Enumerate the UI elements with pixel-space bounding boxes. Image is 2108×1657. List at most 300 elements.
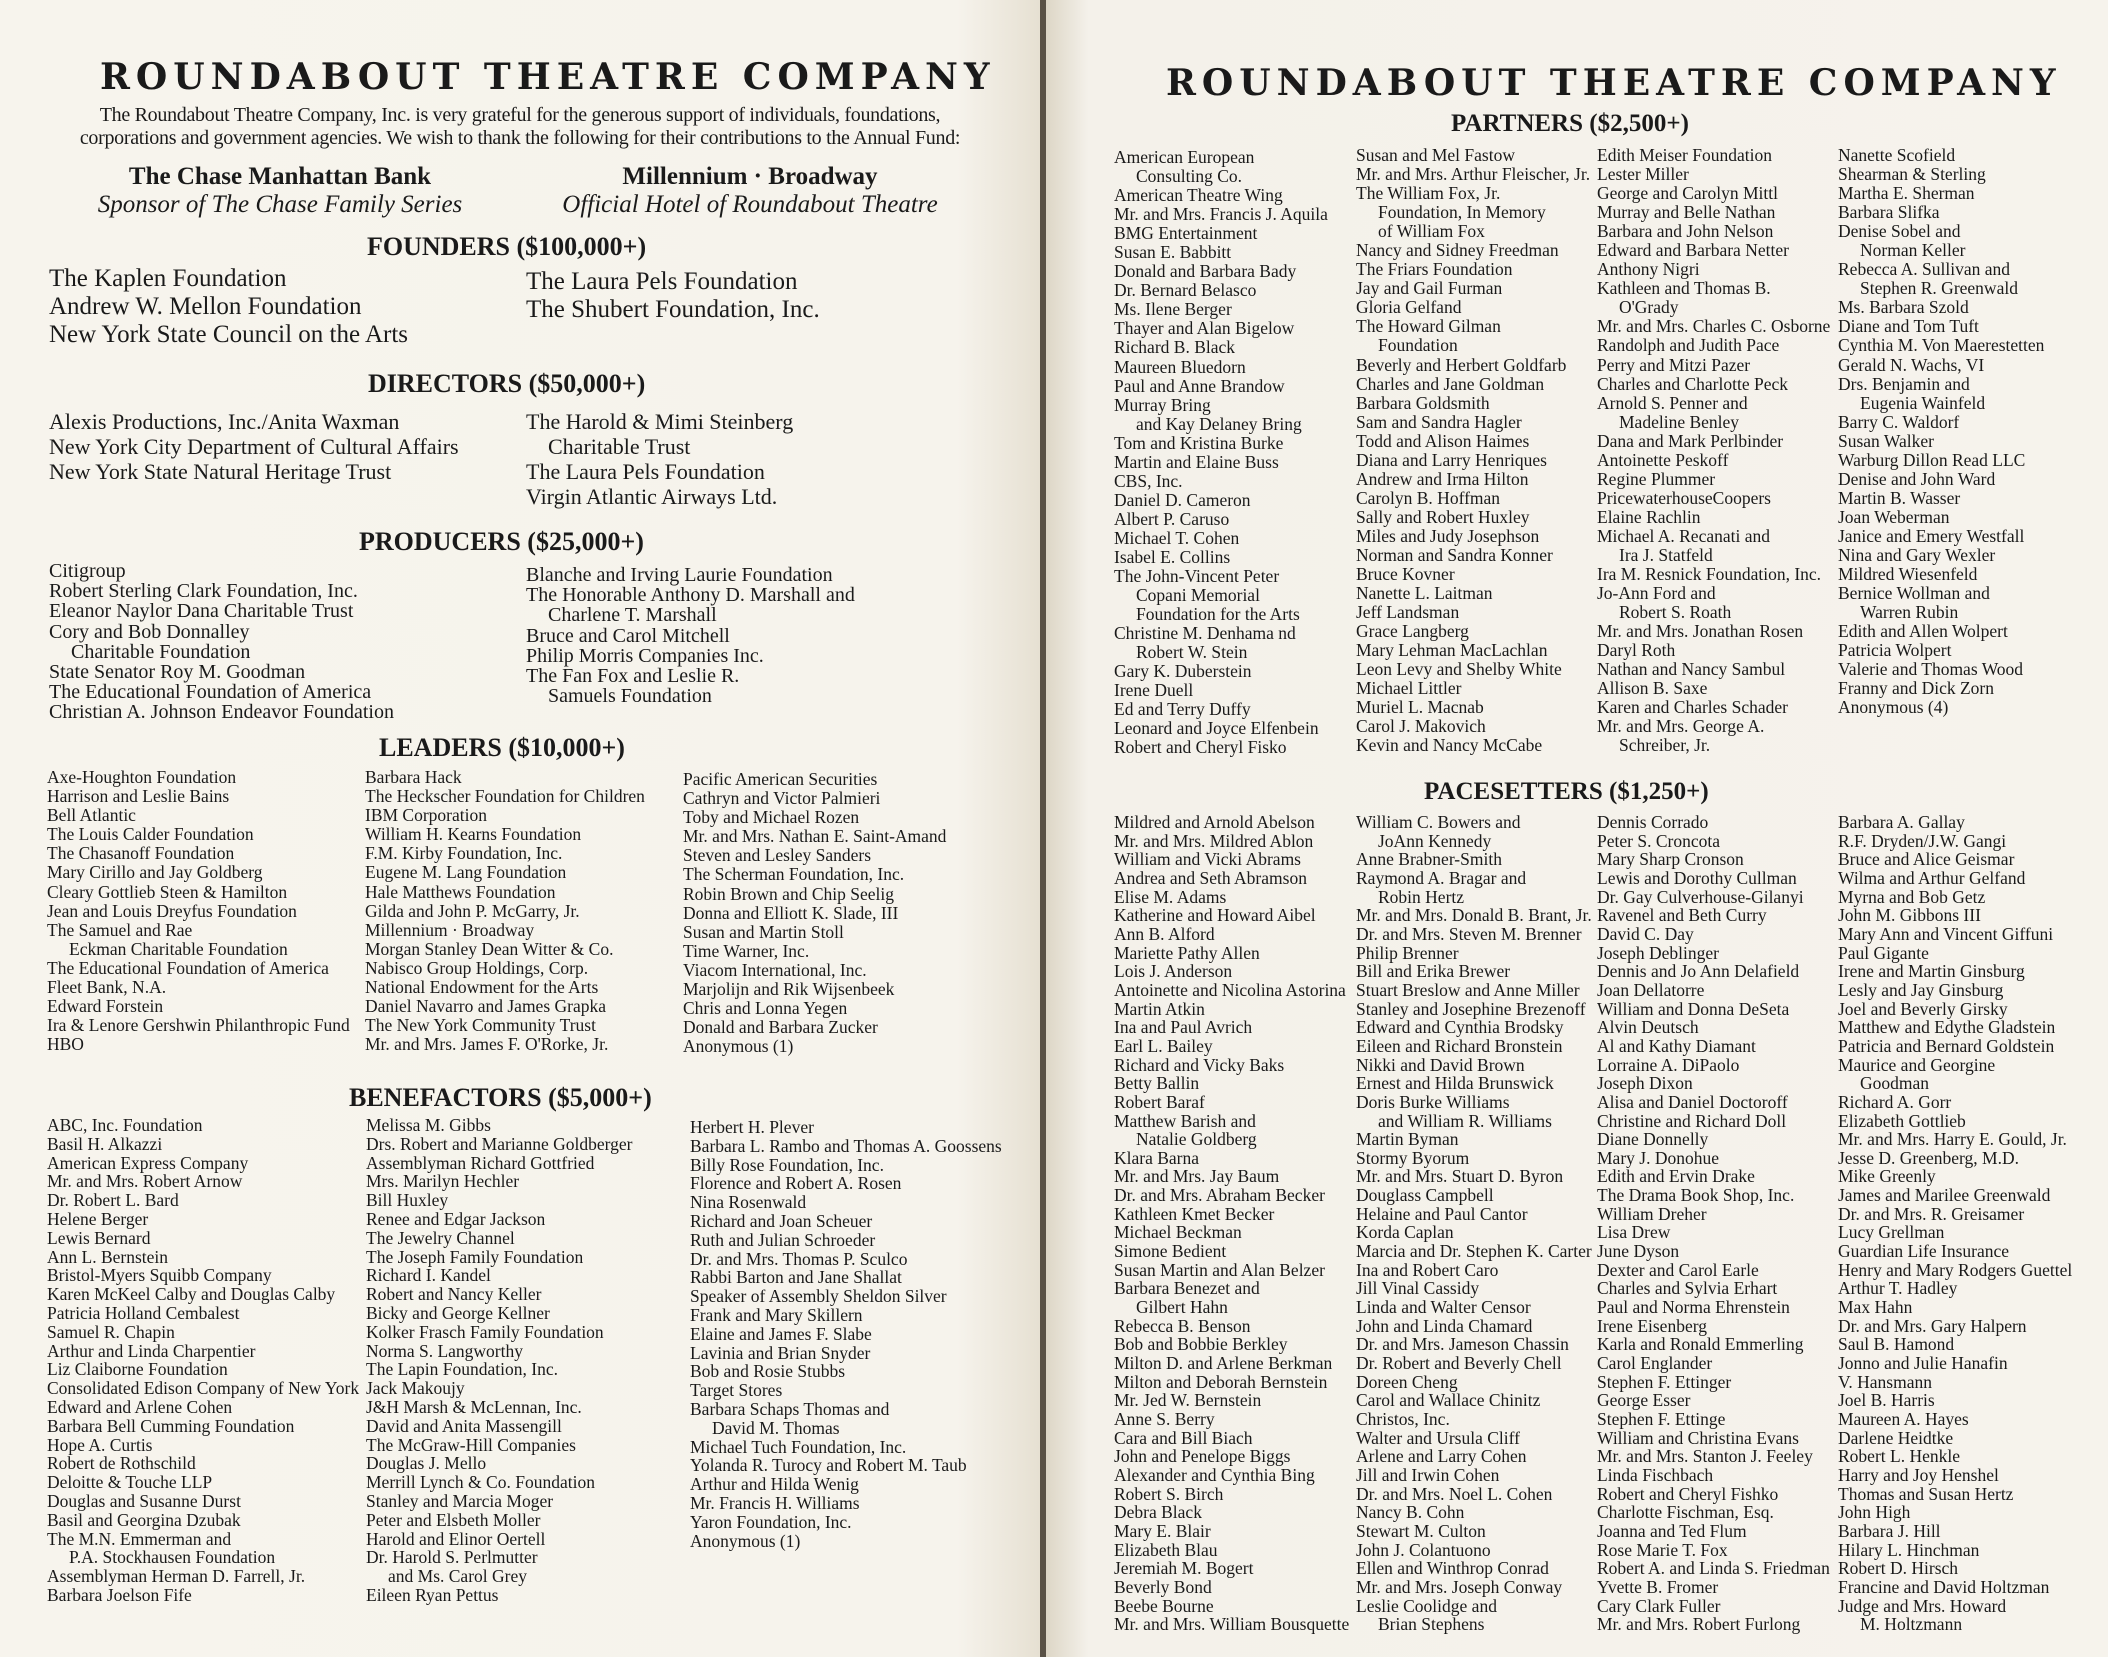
donor-entry: Richard and Vicky Baks xyxy=(1114,1054,1285,1075)
donor-entry: R.F. Dryden/J.W. Gangi xyxy=(1838,830,2007,851)
donor-entry: Guardian Life Insurance xyxy=(1838,1241,2010,1262)
donor-entry: Edward and Cynthia Brodsky xyxy=(1356,1017,1564,1038)
donor-entry: Anne Brabner-Smith xyxy=(1356,849,1502,870)
donor-entry: Charitable Trust xyxy=(548,434,691,459)
donor-entry: Jill Vinal Cassidy xyxy=(1356,1278,1480,1299)
donor-entry: Yolanda R. Turocy and Robert M. Taub xyxy=(690,1455,967,1476)
sponsor-role: Sponsor of The Chase Family Series xyxy=(97,191,463,218)
directors-col-2 xyxy=(526,409,793,509)
donor-entry: Robin Brown and Chip Seelig xyxy=(683,883,894,904)
left-page xyxy=(0,0,1040,1657)
donor-entry: Mr. and Mrs. James F. O'Rorke, Jr. xyxy=(365,1034,609,1055)
pacesetters-col-3 xyxy=(1597,813,1830,1634)
donor-entry: Nikki and David Brown xyxy=(1356,1054,1525,1075)
donor-entry: Michael Littler xyxy=(1356,678,1462,699)
donor-entry: Diane Donnelly xyxy=(1597,1129,1709,1150)
donor-entry: Daniel Navarro and James Grapka xyxy=(365,996,607,1017)
donor-entry: Mr. and Mrs. Nathan E. Saint-Amand xyxy=(683,826,947,847)
donor-entry: Rabbi Barton and Jane Shallat xyxy=(690,1267,902,1288)
donor-entry: The M.N. Emmerman and xyxy=(47,1528,232,1549)
donor-entry: Thomas and Susan Hertz xyxy=(1838,1483,2014,1504)
donor-entry: Leonard and Joyce Elfenbein xyxy=(1114,718,1319,739)
donor-entry: The Fan Fox and Leslie R. xyxy=(526,665,740,688)
founders-col-1 xyxy=(49,265,408,349)
donor-entry: Cara and Bill Biach xyxy=(1114,1427,1253,1448)
donor-entry: Alexander and Cynthia Bing xyxy=(1114,1464,1315,1485)
donor-entry: The Honorable Anthony D. Marshall and xyxy=(526,584,855,607)
donor-entry: Arthur T. Hadley xyxy=(1838,1278,1958,1299)
donor-entry: of William Fox xyxy=(1378,221,1485,242)
donor-entry: Jonno and Julie Hanafin xyxy=(1838,1353,2008,1374)
donor-entry: Goodman xyxy=(1860,1073,1930,1094)
donor-entry: New York State Natural Heritage Trust xyxy=(49,459,392,484)
donor-entry: Nina Rosenwald xyxy=(690,1192,807,1213)
donor-entry: Dr. Robert L. Bard xyxy=(47,1190,179,1211)
donor-entry: Steven and Lesley Sanders xyxy=(683,845,872,866)
donor-entry: Mr. and Mrs. Charles C. Osborne xyxy=(1597,316,1831,337)
donor-entry: Bill Huxley xyxy=(366,1190,449,1211)
pacesetters-heading: PACESETTERS ($1,250+) xyxy=(1424,778,1709,805)
donor-entry: Philip Morris Companies Inc. xyxy=(526,644,764,667)
donor-entry: Mr. and Mrs. Stanton J. Feeley xyxy=(1597,1446,1813,1467)
donor-entry: Mr. and Mrs. Francis J. Aquila xyxy=(1114,204,1328,225)
donor-entry: Antoinette and Nicolina Astorina xyxy=(1114,979,1346,1000)
donor-entry: Katherine and Howard Aibel xyxy=(1114,905,1316,926)
founders-col-2 xyxy=(526,268,820,324)
donor-entry: Isabel E. Collins xyxy=(1114,546,1231,567)
donor-entry: Irene Eisenberg xyxy=(1597,1315,1707,1336)
donor-entry: Mr. and Mrs. Robert Arnow xyxy=(47,1171,243,1192)
donor-entry: Liz Claiborne Foundation xyxy=(47,1359,228,1380)
donor-entry: Elaine Rachlin xyxy=(1597,506,1701,527)
donor-entry: The Laura Pels Foundation xyxy=(526,459,765,484)
donor-entry: Murray Bring xyxy=(1114,394,1211,415)
donor-entry: Paul and Norma Ehrenstein xyxy=(1597,1297,1790,1318)
donor-entry: June Dyson xyxy=(1597,1241,1680,1262)
donor-entry: V. Hansmann xyxy=(1838,1371,1932,1392)
donor-entry: Robert de Rothschild xyxy=(47,1453,196,1474)
donor-entry: Ira M. Resnick Foundation, Inc. xyxy=(1597,564,1822,585)
donor-entry: Ira J. Statfeld xyxy=(1619,544,1713,565)
donor-entry: Carolyn B. Hoffman xyxy=(1356,487,1501,508)
leaders-col-1 xyxy=(47,768,350,1054)
donor-entry: Helaine and Paul Cantor xyxy=(1356,1203,1528,1224)
donor-entry: Stephen F. Ettinger xyxy=(1597,1371,1732,1392)
donor-entry: Nathan and Nancy Sambul xyxy=(1597,659,1786,680)
donor-entry: Matthew and Edythe Gladstein xyxy=(1838,1017,2056,1038)
donor-entry: Francine and David Holtzman xyxy=(1838,1576,2050,1597)
donor-entry: Robert W. Stein xyxy=(1136,642,1248,663)
donor-entry: Lesly and Jay Ginsburg xyxy=(1838,979,2004,1000)
donor-entry: Christine and Richard Doll xyxy=(1597,1110,1787,1131)
donor-entry: William and Christina Evans xyxy=(1597,1427,1799,1448)
donor-entry: Susan and Martin Stoll xyxy=(683,921,844,942)
donor-entry: Gary K. Duberstein xyxy=(1114,661,1252,682)
donor-entry: Patricia Holland Cembalest xyxy=(47,1302,240,1323)
donor-entry: Regine Plummer xyxy=(1597,468,1716,489)
donor-entry: Arnold S. Penner and xyxy=(1597,392,1748,413)
donor-entry: Dr. and Mrs. Steven M. Brenner xyxy=(1356,923,1582,944)
donor-entry: Dennis and Jo Ann Delafield xyxy=(1597,961,1800,982)
donor-entry: The Lapin Foundation, Inc. xyxy=(366,1359,558,1380)
donor-entry: Barbara Bell Cumming Foundation xyxy=(47,1415,295,1436)
donor-entry: David and Anita Massengill xyxy=(366,1415,562,1436)
donor-entry: Barry C. Waldorf xyxy=(1838,411,1960,432)
donor-entry: The Scherman Foundation, Inc. xyxy=(683,864,905,885)
donor-entry: Robert and Cheryl Fisko xyxy=(1114,737,1287,758)
donor-entry: Harold and Elinor Oertell xyxy=(366,1528,546,1549)
donor-entry: Dr. and Mrs. Abraham Becker xyxy=(1114,1185,1325,1206)
donor-entry: Al and Kathy Diamant xyxy=(1597,1035,1756,1056)
donor-entry: Jo-Ann Ford and xyxy=(1597,583,1716,604)
pacesetters-col-1 xyxy=(1114,813,1349,1634)
donor-entry: Alexis Productions, Inc./Anita Waxman xyxy=(49,409,400,434)
donor-entry: Denise Sobel and xyxy=(1838,221,1961,242)
donor-entry: Randolph and Judith Pace xyxy=(1597,335,1780,356)
donor-entry: Jill and Irwin Cohen xyxy=(1356,1464,1500,1485)
donor-entry: Thayer and Alan Bigelow xyxy=(1114,318,1295,339)
donor-entry: Cathryn and Victor Palmieri xyxy=(683,788,881,809)
donor-entry: Diane and Tom Tuft xyxy=(1838,316,1979,337)
donor-entry: O'Grady xyxy=(1619,297,1679,318)
donor-entry: and William R. Williams xyxy=(1378,1110,1552,1131)
donor-entry: Debra Black xyxy=(1114,1502,1202,1523)
donor-entry: Mr. and Mrs. Jonathan Rosen xyxy=(1597,621,1804,642)
donor-entry: PricewaterhouseCoopers xyxy=(1597,487,1771,508)
donor-entry: The McGraw-Hill Companies xyxy=(366,1434,576,1455)
donor-entry: Anonymous (1) xyxy=(690,1530,801,1551)
donor-entry: Donna and Elliott K. Slade, III xyxy=(683,902,899,923)
donor-entry: Miles and Judy Josephson xyxy=(1356,525,1540,546)
donor-entry: Dr. Bernard Belasco xyxy=(1114,280,1257,301)
donor-entry: Susan E. Babbitt xyxy=(1114,242,1232,263)
sponsor-name: Millennium · Broadway xyxy=(622,163,878,190)
donor-entry: Maurice and Georgine xyxy=(1838,1054,1996,1075)
donor-entry: Drs. Benjamin and xyxy=(1838,373,1970,394)
donor-entry: Warren Rubin xyxy=(1860,602,1959,623)
donor-entry: The Kaplen Foundation xyxy=(49,265,287,292)
donor-entry: The Samuel and Rae xyxy=(47,919,193,940)
donor-entry: Lois J. Anderson xyxy=(1114,961,1233,982)
donor-entry: Arlene and Larry Cohen xyxy=(1356,1446,1527,1467)
donor-entry: Nanette Scofield xyxy=(1838,145,1956,165)
donor-entry: Dennis Corrado xyxy=(1597,812,1709,832)
donor-entry: National Endowment for the Arts xyxy=(365,977,599,998)
donor-entry: Diana and Larry Henriques xyxy=(1356,449,1547,470)
donor-entry: Cynthia M. Von Maerestetten xyxy=(1838,335,2045,356)
donor-entry: Dr. Harold S. Perlmutter xyxy=(366,1547,538,1568)
donor-entry: Eileen Ryan Pettus xyxy=(366,1584,499,1605)
donor-entry: Michael Tuch Foundation, Inc. xyxy=(690,1436,907,1457)
donor-entry: Harrison and Leslie Bains xyxy=(47,786,230,807)
donor-entry: Mr. and Mrs. Jay Baum xyxy=(1114,1166,1280,1187)
donor-entry: Charlotte Fischman, Esq. xyxy=(1597,1502,1774,1523)
donor-entry: Barbara Hack xyxy=(365,767,462,787)
donor-entry: Judge and Mrs. Howard xyxy=(1838,1595,2007,1616)
donor-entry: Mr. and Mrs. Robert Furlong xyxy=(1597,1614,1801,1635)
donor-entry: Beverly Bond xyxy=(1114,1576,1212,1597)
intro-line: The Roundabout Theatre Company, Inc. is very grateful for the generous support of individuals, foundations, xyxy=(99,104,941,126)
donor-entry: Richard I. Kandel xyxy=(366,1265,491,1286)
donor-entry: Natalie Goldberg xyxy=(1136,1129,1257,1150)
partners-col-2 xyxy=(1356,146,1590,756)
donor-entry: Mr. Francis H. Williams xyxy=(690,1492,860,1513)
donor-entry: Dr. Gay Culverhouse-Gilanyi xyxy=(1597,886,1804,907)
donor-entry: Stewart M. Culton xyxy=(1356,1520,1486,1541)
donor-entry: William and Vicki Abrams xyxy=(1114,849,1301,870)
donor-entry: Joseph Dixon xyxy=(1597,1073,1693,1094)
donor-entry: Philip Brenner xyxy=(1356,942,1459,963)
donor-entry: American Express Company xyxy=(47,1152,249,1173)
donor-entry: Edith Meiser Foundation xyxy=(1597,145,1772,165)
donor-entry: Nabisco Group Holdings, Corp. xyxy=(365,957,589,978)
donor-entry: Consulting Co. xyxy=(1136,166,1242,187)
donor-entry: The Jewelry Channel xyxy=(366,1227,515,1248)
donor-entry: Milton and Deborah Bernstein xyxy=(1114,1371,1328,1392)
donor-entry: Nina and Gary Wexler xyxy=(1838,544,1996,565)
donor-entry: Eckman Charitable Foundation xyxy=(69,938,288,959)
donor-entry: Bicky and George Kellner xyxy=(366,1302,550,1323)
donor-entry: Barbara and John Nelson xyxy=(1597,221,1774,242)
donor-entry: Consolidated Edison Company of New York xyxy=(47,1378,360,1399)
donor-entry: Sam and Sandra Hagler xyxy=(1356,411,1522,432)
donor-entry: Joseph Deblinger xyxy=(1597,942,1719,963)
donor-entry: Darlene Heidtke xyxy=(1838,1427,1954,1448)
donor-entry: The Joseph Family Foundation xyxy=(366,1246,584,1267)
producers-heading: PRODUCERS ($25,000+) xyxy=(359,527,644,556)
donor-entry: Mildred and Arnold Abelson xyxy=(1114,812,1315,832)
donor-entry: Target Stores xyxy=(690,1380,783,1401)
donor-entry: Mariette Pathy Allen xyxy=(1114,942,1260,963)
donor-entry: Barbara Slifka xyxy=(1838,202,1940,223)
donor-entry: Denise and John Ward xyxy=(1838,468,1996,489)
donor-entry: Virgin Atlantic Airways Ltd. xyxy=(526,484,778,509)
donor-entry: Mary Cirillo and Jay Goldberg xyxy=(47,862,263,883)
donor-entry: Albert P. Caruso xyxy=(1114,508,1230,529)
donor-entry: Speaker of Assembly Sheldon Silver xyxy=(690,1286,947,1307)
donor-entry: Jesse D. Greenberg, M.D. xyxy=(1838,1147,2019,1168)
donor-entry: The Educational Foundation of America xyxy=(47,957,329,978)
donor-entry: Lewis and Dorothy Cullman xyxy=(1597,867,1797,888)
donor-entry: Mr. and Mrs. Donald B. Brant, Jr. xyxy=(1356,905,1592,926)
donor-entry: David C. Day xyxy=(1597,923,1694,944)
donor-entry: The Chasanoff Foundation xyxy=(47,843,235,864)
donor-entry: Morgan Stanley Dean Witter & Co. xyxy=(365,938,614,959)
donor-entry: Charles and Jane Goldman xyxy=(1356,373,1545,394)
donor-entry: The William Fox, Jr. xyxy=(1356,183,1501,204)
donor-entry: Earl L. Bailey xyxy=(1114,1035,1213,1056)
donor-entry: Doreen Cheng xyxy=(1356,1371,1458,1392)
donor-entry: P.A. Stockhausen Foundation xyxy=(69,1547,276,1568)
donor-entry: Foundation, In Memory xyxy=(1378,202,1546,223)
donor-entry: The Friars Foundation xyxy=(1356,259,1513,280)
donor-entry: Martin B. Wasser xyxy=(1838,487,1961,508)
donor-entry: Drs. Robert and Marianne Goldberger xyxy=(366,1133,633,1154)
donor-entry: Mike Greenly xyxy=(1838,1166,1936,1187)
donor-entry: and Kay Delaney Bring xyxy=(1136,413,1302,434)
donor-entry: Murray and Belle Nathan xyxy=(1597,202,1776,223)
donor-entry: The Drama Book Shop, Inc. xyxy=(1597,1185,1795,1206)
donor-entry: Mr. and Mrs. Joseph Conway xyxy=(1356,1576,1563,1597)
donor-entry: Patricia Wolpert xyxy=(1838,640,1952,661)
donor-entry: Barbara Goldsmith xyxy=(1356,392,1490,413)
donor-entry: Irene and Martin Ginsburg xyxy=(1838,961,2025,982)
donor-entry: Franny and Dick Zorn xyxy=(1838,678,1995,699)
donor-entry: Kolker Frasch Family Foundation xyxy=(366,1321,604,1342)
donor-entry: Donald and Barbara Bady xyxy=(1114,261,1297,282)
donor-entry: Joanna and Ted Flum xyxy=(1597,1520,1747,1541)
donor-entry: Edward Forstein xyxy=(47,996,164,1017)
donor-entry: Martin and Elaine Buss xyxy=(1114,451,1279,472)
donor-entry: Bristol-Myers Squibb Company xyxy=(47,1265,272,1286)
donor-entry: Renee and Edgar Jackson xyxy=(366,1208,546,1229)
donor-entry: John J. Colantuono xyxy=(1356,1539,1491,1560)
left-page-title: ROUNDABOUT THEATRE COMPANY xyxy=(100,56,996,98)
donor-entry: Beverly and Herbert Goldfarb xyxy=(1356,354,1567,375)
donor-entry: Carol and Wallace Chinitz xyxy=(1356,1390,1541,1411)
donor-entry: Melissa M. Gibbs xyxy=(366,1115,491,1135)
donor-entry: Copani Memorial xyxy=(1136,585,1260,606)
donor-entry: Mary Ann and Vincent Giffuni xyxy=(1838,923,2054,944)
donor-entry: Edith and Allen Wolpert xyxy=(1838,621,2008,642)
producers-col-2 xyxy=(526,565,855,706)
donor-entry: Joel B. Harris xyxy=(1838,1390,1935,1411)
donor-entry: Bill and Erika Brewer xyxy=(1356,961,1511,982)
donor-entry: Basil and Georgina Dzubak xyxy=(47,1509,241,1530)
donor-entry: Rebecca B. Benson xyxy=(1114,1315,1251,1336)
donor-entry: Jack Makoujy xyxy=(366,1378,465,1399)
donor-entry: BMG Entertainment xyxy=(1114,223,1258,244)
donor-entry: William Dreher xyxy=(1597,1203,1707,1224)
donor-entry: Chris and Lonna Yegen xyxy=(683,998,848,1019)
donor-entry: Bruce and Alice Geismar xyxy=(1838,849,2015,870)
donor-entry: Robert Baraf xyxy=(1114,1091,1205,1112)
donor-entry: Paul Gigante xyxy=(1838,942,1929,963)
donor-entry: Stephen F. Ettinge xyxy=(1597,1409,1726,1429)
donor-entry: George and Carolyn Mittl xyxy=(1597,183,1778,204)
donor-entry: Lavinia and Brian Snyder xyxy=(690,1342,871,1363)
donor-entry: Dana and Mark Perlbinder xyxy=(1597,430,1784,451)
donor-entry: Robert D. Hirsch xyxy=(1838,1558,1959,1579)
donor-entry: Yvette B. Fromer xyxy=(1597,1576,1719,1597)
donor-entry: Lorraine A. DiPaolo xyxy=(1597,1054,1740,1075)
donor-entry: Linda Fischbach xyxy=(1597,1464,1714,1485)
donor-entry: Toby and Michael Rozen xyxy=(683,807,860,828)
donor-entry: Stephen R. Greenwald xyxy=(1860,278,2018,299)
donor-entry: William H. Kearns Foundation xyxy=(365,824,582,845)
donor-entry: William C. Bowers and xyxy=(1356,812,1521,832)
donor-entry: Leon Levy and Shelby White xyxy=(1356,659,1562,680)
donor-entry: IBM Corporation xyxy=(365,805,488,826)
donor-entry: Cory and Bob Donnalley xyxy=(49,620,250,643)
donor-entry: Charitable Foundation xyxy=(71,640,251,663)
donor-entry: The Howard Gilman xyxy=(1356,316,1501,337)
donor-entry: Jean and Louis Dreyfus Foundation xyxy=(47,900,297,921)
donor-entry: Gilbert Hahn xyxy=(1136,1297,1228,1318)
leaders-col-2 xyxy=(365,768,645,1054)
donor-entry: Marcia and Dr. Stephen K. Carter xyxy=(1356,1241,1592,1262)
donor-entry: Robert S. Roath xyxy=(1619,602,1732,623)
donor-entry: Samuels Foundation xyxy=(548,685,712,708)
donor-entry: Mary E. Blair xyxy=(1114,1520,1211,1541)
donor-entry: Eileen and Richard Bronstein xyxy=(1356,1035,1563,1056)
donor-entry: Madeline Benley xyxy=(1619,411,1740,432)
donor-entry: Christian A. Johnson Endeavor Foundation xyxy=(49,701,394,724)
donor-entry: The New York Community Trust xyxy=(365,1015,596,1036)
donor-entry: Herbert H. Plever xyxy=(690,1117,814,1137)
donor-entry: John M. Gibbons III xyxy=(1838,905,1981,926)
donor-entry: Mr. and Mrs. Stuart D. Byron xyxy=(1356,1166,1564,1187)
donor-entry: Billy Rose Foundation, Inc. xyxy=(690,1154,884,1175)
donor-entry: Joan Weberman xyxy=(1838,506,1950,527)
directors-heading: DIRECTORS ($50,000+) xyxy=(368,369,646,398)
sponsor-chase xyxy=(60,163,500,219)
donor-entry: Betty Ballin xyxy=(1114,1073,1200,1094)
donor-entry: Mary Lehman MacLachlan xyxy=(1356,640,1548,661)
donor-entry: The Shubert Foundation, Inc. xyxy=(526,296,820,323)
donor-entry: Barbara Joelson Fife xyxy=(47,1584,192,1605)
donor-entry: Joel and Beverly Girsky xyxy=(1838,998,2008,1019)
donor-entry: Nanette L. Laitman xyxy=(1356,583,1493,604)
donor-entry: F.M. Kirby Foundation, Inc. xyxy=(365,843,563,864)
donor-entry: Pacific American Securities xyxy=(683,769,878,789)
donor-entry: Carol J. Makovich xyxy=(1356,716,1486,737)
donor-entry: Joan Dellatorre xyxy=(1597,979,1705,1000)
donor-entry: Ina and Paul Avrich xyxy=(1114,1017,1253,1038)
donor-entry: Christine M. Denhama nd xyxy=(1114,623,1296,644)
donor-entry: The Harold & Mimi Steinberg xyxy=(526,409,794,434)
donor-entry: Robert and Nancy Keller xyxy=(366,1284,542,1305)
donor-entry: Perry and Mitzi Pazer xyxy=(1597,354,1751,375)
donor-entry: Fleet Bank, N.A. xyxy=(47,977,167,998)
donor-entry: Mr. and Mrs. Mildred Ablon xyxy=(1114,830,1314,851)
donor-entry: Andrew and Irma Hilton xyxy=(1356,468,1529,489)
donor-entry: Paul and Anne Brandow xyxy=(1114,375,1285,396)
donor-entry: Mrs. Marilyn Hechler xyxy=(366,1171,520,1192)
donor-entry: Karen McKeel Calby and Douglas Calby xyxy=(47,1284,336,1305)
donor-entry: Gloria Gelfand xyxy=(1356,297,1462,318)
donor-entry: Bruce and Carol Mitchell xyxy=(526,624,730,647)
donor-entry: Douglass Campbell xyxy=(1356,1185,1494,1206)
donor-entry: Walter and Ursula Cliff xyxy=(1356,1427,1520,1448)
donor-entry: Robert and Cheryl Fishko xyxy=(1597,1483,1779,1504)
donor-entry: Richard and Joan Scheuer xyxy=(690,1210,873,1231)
donor-entry: Citigroup xyxy=(49,560,126,582)
right-page-title: ROUNDABOUT THEATRE COMPANY xyxy=(1166,62,2062,104)
donor-entry: Michael A. Recanati and xyxy=(1597,525,1770,546)
donor-entry: Linda and Walter Censor xyxy=(1356,1297,1531,1318)
donor-entry: Barbara Schaps Thomas and xyxy=(690,1398,890,1419)
pacesetters-col-2 xyxy=(1356,813,1592,1634)
directors-col-1 xyxy=(49,409,459,484)
donor-entry: Bernice Wollman and xyxy=(1838,583,1990,604)
donor-entry: Andrew W. Mellon Foundation xyxy=(49,293,362,320)
donor-entry: Elise M. Adams xyxy=(1114,886,1227,907)
donor-entry: Barbara Benezet and xyxy=(1114,1278,1260,1299)
donor-entry: Rebecca A. Sullivan and xyxy=(1838,259,2011,280)
donor-entry: Millennium · Broadway xyxy=(365,919,535,940)
donor-entry: Ernest and Hilda Brunswick xyxy=(1356,1073,1554,1094)
donor-entry: Ira & Lenore Gershwin Philanthropic Fund xyxy=(47,1015,350,1036)
donor-entry: Korda Caplan xyxy=(1356,1222,1454,1243)
donor-entry: Simone Bedient xyxy=(1114,1241,1227,1262)
donor-entry: Merrill Lynch & Co. Foundation xyxy=(366,1472,595,1493)
right-page xyxy=(1046,0,2108,1657)
donor-entry: Axe-Houghton Foundation xyxy=(47,767,237,787)
donor-entry: The Educational Foundation of America xyxy=(49,681,372,704)
donor-entry: Max Hahn xyxy=(1838,1297,1913,1318)
donor-entry: The Heckscher Foundation for Children xyxy=(365,786,645,807)
